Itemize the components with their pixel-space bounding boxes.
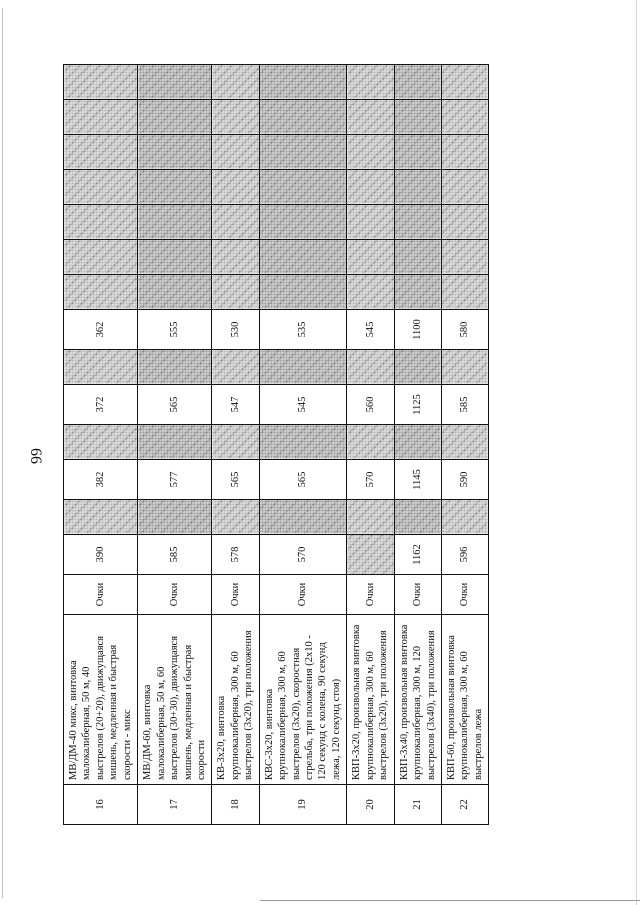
standards-table <box>63 64 489 825</box>
hatched-cell <box>64 205 138 240</box>
table-row <box>138 65 212 825</box>
hatched-cell <box>347 65 394 100</box>
value-cell: 555 <box>138 310 212 350</box>
value-cell: 382 <box>64 460 138 500</box>
value-cell: 1100 <box>394 310 441 350</box>
hatched-cell <box>259 65 347 100</box>
hatched-cell <box>394 240 441 275</box>
unit-cell: Очки <box>347 575 394 615</box>
discipline-description: КВП-60, произвольная винтовка крупнокалиберная, 300 м, 60 выстрелов лежа <box>441 615 488 785</box>
unit-cell: Очки <box>212 575 259 615</box>
unit-cell: Очки <box>64 575 138 615</box>
hatched-cell <box>347 135 394 170</box>
hatched-cell <box>64 135 138 170</box>
hatched-cell <box>64 100 138 135</box>
value-cell: 1145 <box>394 460 441 500</box>
value-cell: 570 <box>259 535 347 575</box>
hatched-cell <box>394 275 441 310</box>
hatched-cell <box>441 65 488 100</box>
row-number: 16 <box>64 785 138 825</box>
hatched-cell <box>394 100 441 135</box>
hatched-cell <box>212 100 259 135</box>
hatched-cell <box>347 500 394 535</box>
hatched-cell <box>138 205 212 240</box>
value-cell: 570 <box>347 460 394 500</box>
value-cell: 362 <box>64 310 138 350</box>
hatched-cell <box>441 425 488 460</box>
value-cell: 1125 <box>394 385 441 425</box>
hatched-cell <box>394 500 441 535</box>
hatched-cell <box>259 170 347 205</box>
hatched-cell <box>212 65 259 100</box>
hatched-cell <box>394 205 441 240</box>
table-row <box>441 65 488 825</box>
hatched-cell <box>64 425 138 460</box>
unit-cell: Очки <box>441 575 488 615</box>
row-number: 19 <box>259 785 347 825</box>
value-cell: 578 <box>212 535 259 575</box>
hatched-cell <box>259 100 347 135</box>
value-cell: 565 <box>138 385 212 425</box>
hatched-cell <box>441 205 488 240</box>
value-cell: 577 <box>138 460 212 500</box>
hatched-cell <box>64 65 138 100</box>
hatched-cell <box>441 500 488 535</box>
hatched-cell <box>347 350 394 385</box>
hatched-cell <box>394 350 441 385</box>
hatched-cell <box>441 240 488 275</box>
hatched-cell <box>138 275 212 310</box>
hatched-cell <box>212 240 259 275</box>
page-right-edge <box>636 0 637 905</box>
table-row <box>347 65 394 825</box>
hatched-cell <box>347 240 394 275</box>
page-number: 66 <box>27 448 44 464</box>
value-cell: 565 <box>259 460 347 500</box>
hatched-cell <box>394 135 441 170</box>
value-cell: 580 <box>441 310 488 350</box>
hatched-cell <box>138 500 212 535</box>
rotated-table-container <box>63 85 484 825</box>
hatched-cell <box>212 425 259 460</box>
hatched-cell <box>64 275 138 310</box>
hatched-cell <box>441 170 488 205</box>
page-left-edge <box>2 8 3 898</box>
table-row <box>394 65 441 825</box>
hatched-cell <box>259 425 347 460</box>
hatched-cell <box>347 170 394 205</box>
unit-cell: Очки <box>394 575 441 615</box>
value-cell: 547 <box>212 385 259 425</box>
hatched-cell <box>441 275 488 310</box>
hatched-cell <box>138 170 212 205</box>
value-cell: 545 <box>259 385 347 425</box>
hatched-cell <box>138 350 212 385</box>
hatched-cell <box>394 170 441 205</box>
hatched-cell <box>212 500 259 535</box>
table-row <box>64 65 138 825</box>
hatched-cell <box>64 500 138 535</box>
hatched-cell <box>212 205 259 240</box>
hatched-cell <box>259 275 347 310</box>
hatched-cell <box>259 350 347 385</box>
hatched-cell <box>138 425 212 460</box>
page-bottom-edge <box>260 900 640 901</box>
discipline-description: МВ/ДМ-60, винтовка малокалиберная, 50 м, 60 выстрелов (30+30), движущаяся мишень, медленная и быстрая скорости <box>138 615 212 785</box>
row-number: 17 <box>138 785 212 825</box>
discipline-description: КВП-3х20, произвольная винтовка крупнокалиберная, 300 м, 60 выстрелов (3х20), три положения <box>347 615 394 785</box>
value-cell: 535 <box>259 310 347 350</box>
hatched-cell <box>259 205 347 240</box>
hatched-cell <box>259 135 347 170</box>
hatched-cell <box>347 425 394 460</box>
value-cell: 590 <box>441 460 488 500</box>
value-cell: 560 <box>347 385 394 425</box>
hatched-cell <box>212 275 259 310</box>
hatched-cell <box>212 170 259 205</box>
hatched-cell <box>259 240 347 275</box>
hatched-cell <box>394 65 441 100</box>
hatched-cell <box>259 500 347 535</box>
hatched-cell <box>347 205 394 240</box>
value-cell: 545 <box>347 310 394 350</box>
hatched-cell <box>138 100 212 135</box>
hatched-cell <box>138 135 212 170</box>
discipline-description: КВС-3х20, винтовка крупнокалиберная, 300 м, 60 выстрелов (3х20), скоростная стрельба, три положения (2х10 - 120 секунд с колена, 90 секунд лежа, 120 секунд стоя) <box>259 615 347 785</box>
hatched-cell <box>347 100 394 135</box>
table-row <box>259 65 347 825</box>
row-number: 21 <box>394 785 441 825</box>
row-number: 18 <box>212 785 259 825</box>
unit-cell: Очки <box>138 575 212 615</box>
hatched-cell <box>138 240 212 275</box>
value-cell: 530 <box>212 310 259 350</box>
unit-cell: Очки <box>259 575 347 615</box>
hatched-cell <box>64 240 138 275</box>
hatched-cell <box>64 170 138 205</box>
discipline-description: МВ/ДМ-40 микс, винтовка малокалиберная, 50 м, 40 выстрелов (20+20), движущаяся мишень, медленная и быстрая скорости - микс <box>64 615 138 785</box>
discipline-description: КВП-3х40, произвольная винтовка крупнокалиберная, 300 м, 120 выстрелов (3х40), три положения <box>394 615 441 785</box>
discipline-description: КВ-3х20, винтовка крупнокалиберная, 300 м, 60 выстрелов (3х20), три положения <box>212 615 259 785</box>
hatched-cell <box>64 350 138 385</box>
hatched-cell <box>441 100 488 135</box>
value-cell: 585 <box>441 385 488 425</box>
value-cell: 565 <box>212 460 259 500</box>
table-row <box>212 65 259 825</box>
hatched-cell <box>212 135 259 170</box>
hatched-cell <box>138 65 212 100</box>
hatched-cell <box>394 425 441 460</box>
row-number: 20 <box>347 785 394 825</box>
hatched-cell <box>347 535 394 575</box>
value-cell: 390 <box>64 535 138 575</box>
value-cell: 1162 <box>394 535 441 575</box>
value-cell: 596 <box>441 535 488 575</box>
hatched-cell <box>441 350 488 385</box>
row-number: 22 <box>441 785 488 825</box>
value-cell: 372 <box>64 385 138 425</box>
hatched-cell <box>441 135 488 170</box>
value-cell: 585 <box>138 535 212 575</box>
hatched-cell <box>212 350 259 385</box>
hatched-cell <box>347 275 394 310</box>
